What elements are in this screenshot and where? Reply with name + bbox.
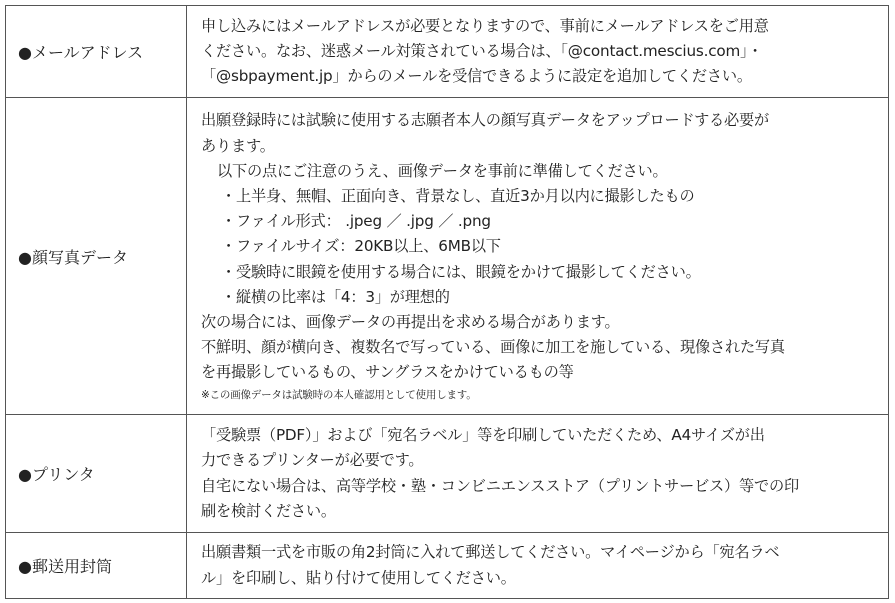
row-label-email: ●メールアドレス bbox=[6, 6, 187, 98]
bullet-item: ・ファイルサイズ：20KB以上、6MB以下 bbox=[221, 237, 501, 256]
bullet-item: ・上半身、無帽、正面向き、背景なし、直近3か月以内に撮影したもの bbox=[221, 186, 695, 205]
content-line: 次の場合には、画像データの再提出を求める場合があります。 bbox=[201, 313, 620, 331]
content-line: 自宅にない場合は、高等学校・塾・コンビニエンスストア（プリントサービス）等での印 bbox=[201, 476, 799, 495]
row-content-printer bbox=[187, 415, 889, 533]
photo-note: ※この画像データは試験時の本人確認用として使用します。 bbox=[201, 388, 477, 401]
content-line: 刷を検討ください。 bbox=[201, 501, 336, 520]
content-line: ル」を印刷し、貼り付けて使用してください。 bbox=[201, 568, 516, 587]
content-line: 力できるプリンターが必要です。 bbox=[201, 451, 424, 470]
row-content-photo bbox=[187, 98, 889, 415]
table-row-photo bbox=[6, 98, 889, 415]
row-label-envelope: ●郵送用封筒 bbox=[6, 533, 187, 599]
content-line: 出願書類一式を市販の角2封筒に入れて郵送してください。マイページから「宛名ラベ bbox=[201, 543, 780, 562]
content-line: ください。なお、迷惑メール対策されている場合は、「@contact.mescius.com」・ bbox=[201, 41, 763, 60]
content-line: 不鮮明、顔が横向き、複数名で写っている、画像に加工を施している、現像された写真 bbox=[201, 338, 785, 357]
content-line: 出願登録時には試験に使用する志願者本人の顔写真データをアップロードする必要が bbox=[201, 111, 770, 130]
content-line: 「受験票（PDF）」および「宛名ラベル」等を印刷していただくため、A4サイズが出 bbox=[201, 426, 765, 445]
row-label-printer: ●プリンタ bbox=[6, 415, 187, 533]
requirements-table bbox=[5, 5, 889, 599]
table-row-envelope bbox=[6, 533, 889, 599]
content-line: 「@sbpayment.jp」からのメールを受信できるように設定を追加してください。 bbox=[201, 67, 752, 86]
content-line: あります。 bbox=[201, 136, 275, 155]
bullet-item: ・受験時に眼鏡を使用する場合には、眼鏡をかけて撮影してください。 bbox=[221, 262, 701, 281]
row-label-photo: ●顔写真データ bbox=[6, 98, 187, 415]
row-content-email bbox=[187, 6, 889, 98]
row-content-envelope bbox=[187, 533, 889, 599]
bullet-item: ・縦横の比率は「4：3」が理想的 bbox=[221, 287, 450, 306]
table-row-printer bbox=[6, 415, 889, 533]
content-line: を再撮影しているもの、サングラスをかけているもの等 bbox=[201, 363, 574, 382]
table-row-email bbox=[6, 6, 889, 98]
bullet-item: ・ファイル形式： .jpeg ／ .jpg ／ .png bbox=[221, 212, 491, 231]
content-line: 以下の点にご注意のうえ、画像データを事前に準備してください。 bbox=[217, 161, 668, 180]
content-line: 申し込みにはメールアドレスが必要となりますので、事前にメールアドレスをご用意 bbox=[201, 16, 769, 35]
